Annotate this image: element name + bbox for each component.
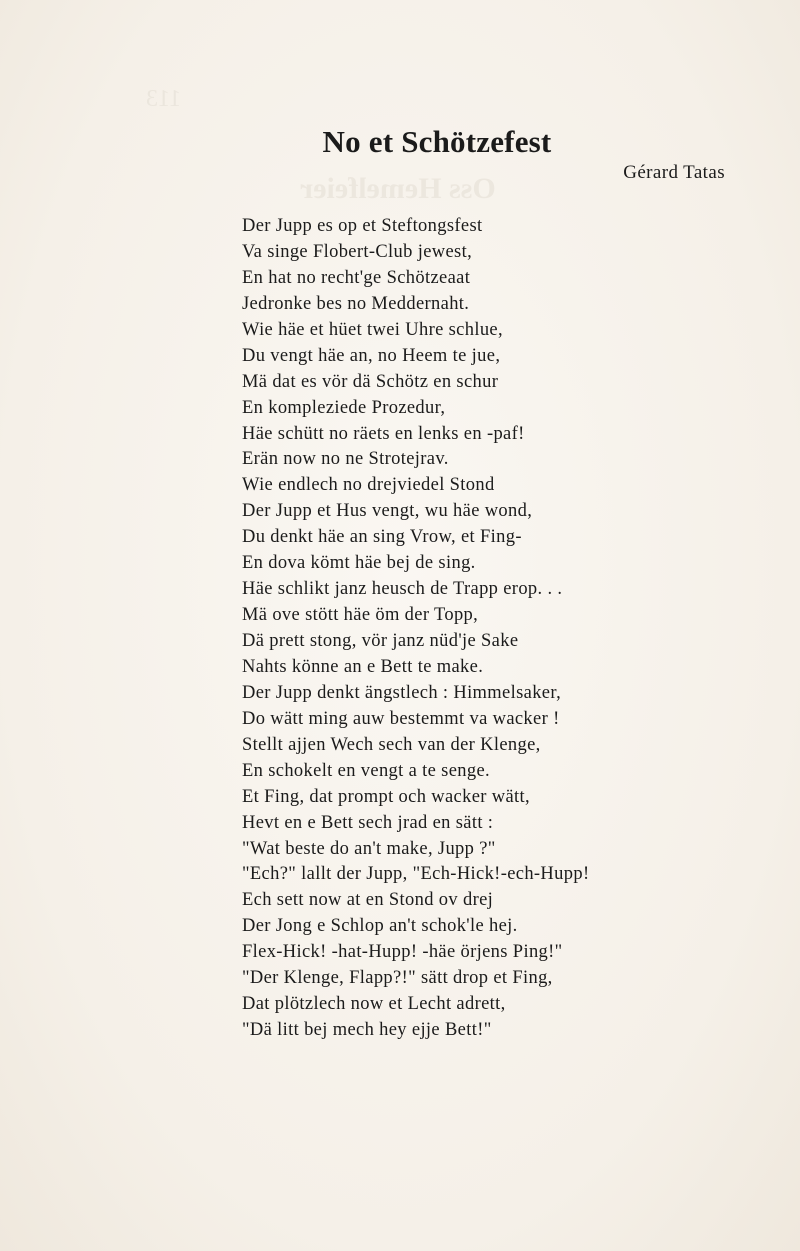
poem-line: Der Jong e Schlop an't schok'le hej. (242, 916, 518, 937)
poem-body (242, 214, 589, 1044)
poem-line: Du denkt häe an sing Vrow, et Fing- (242, 527, 522, 548)
poem-line: Der Jupp denkt ängstlech : Himmelsaker, (242, 682, 562, 703)
poem-line: Flex-Hick! -hat-Hupp! -häe örjens Ping!" (242, 942, 563, 963)
poem-line: Hevt en e Bett sech jrad en sätt : (242, 812, 494, 833)
poem-author: Gérard Tatas (623, 162, 725, 183)
poem-line: "Dä litt bej mech hey ejje Bett!" (242, 1020, 492, 1041)
poem-line: Der Jupp es op et Steftongsfest (242, 216, 483, 236)
poem-line: En hat no recht'ge Schötzeaat (242, 267, 471, 288)
poem-line: En schokelt en vengt a te senge. (242, 760, 491, 781)
poem-line: En kompleziede Prozedur, (242, 397, 446, 418)
poem-line: Ech sett now at en Stond ov drej (242, 890, 494, 911)
poem-line: Et Fing, dat prompt och wacker wätt, (242, 786, 530, 807)
poem-line: Nahts könne an e Bett te make. (242, 656, 484, 677)
poem-line: Dat plötzlech now et Lecht adrett, (242, 994, 506, 1015)
poem-line: Häe schlikt janz heusch de Trapp erop. . . (242, 579, 563, 600)
show-through-ghost: 113 (146, 86, 182, 112)
poem-line: Erän now no ne Strotejrav. (242, 449, 449, 470)
poem-line: Du vengt häe an, no Heem te jue, (242, 345, 501, 366)
poem-line: "Der Klenge, Flapp?!" sätt drop et Fing, (242, 968, 553, 989)
poem-line: Mä dat es vör dä Schötz en schur (242, 371, 499, 392)
poem-line: "Wat beste do an't make, Jupp ?" (242, 838, 496, 859)
poem-line: Der Jupp et Hus vengt, wu häe wond, (242, 501, 533, 522)
poem-line: Do wätt ming auw bestemmt va wacker ! (242, 708, 560, 729)
poem-line: Häe schütt no räets en lenks en -paf! (242, 423, 525, 444)
poem-title: No et Schötzefest (322, 124, 552, 159)
poem-line: Dä prett stong, vör janz nüd'je Sake (242, 631, 519, 651)
poem-line: Stellt ajjen Wech sech van der Klenge, (242, 734, 541, 755)
poem-line: En dova kömt häe bej de sing. (242, 553, 476, 574)
poem-line: Va singe Flobert-Club jewest, (242, 241, 473, 262)
poem-line: "Ech?" lallt der Jupp, "Ech-Hick!-ech-Hupp! (242, 864, 590, 885)
poem-line: Mä ove stött häe öm der Topp, (242, 605, 479, 626)
poem-line: Wie häe et hüet twei Uhre schlue, (242, 319, 503, 340)
poem-line: Jedronke bes no Meddernaht. (242, 293, 470, 314)
poem-line: Wie endlech no drejviedel Stond (242, 475, 495, 496)
show-through-ghost: Oss Hemelfeier (300, 172, 496, 205)
